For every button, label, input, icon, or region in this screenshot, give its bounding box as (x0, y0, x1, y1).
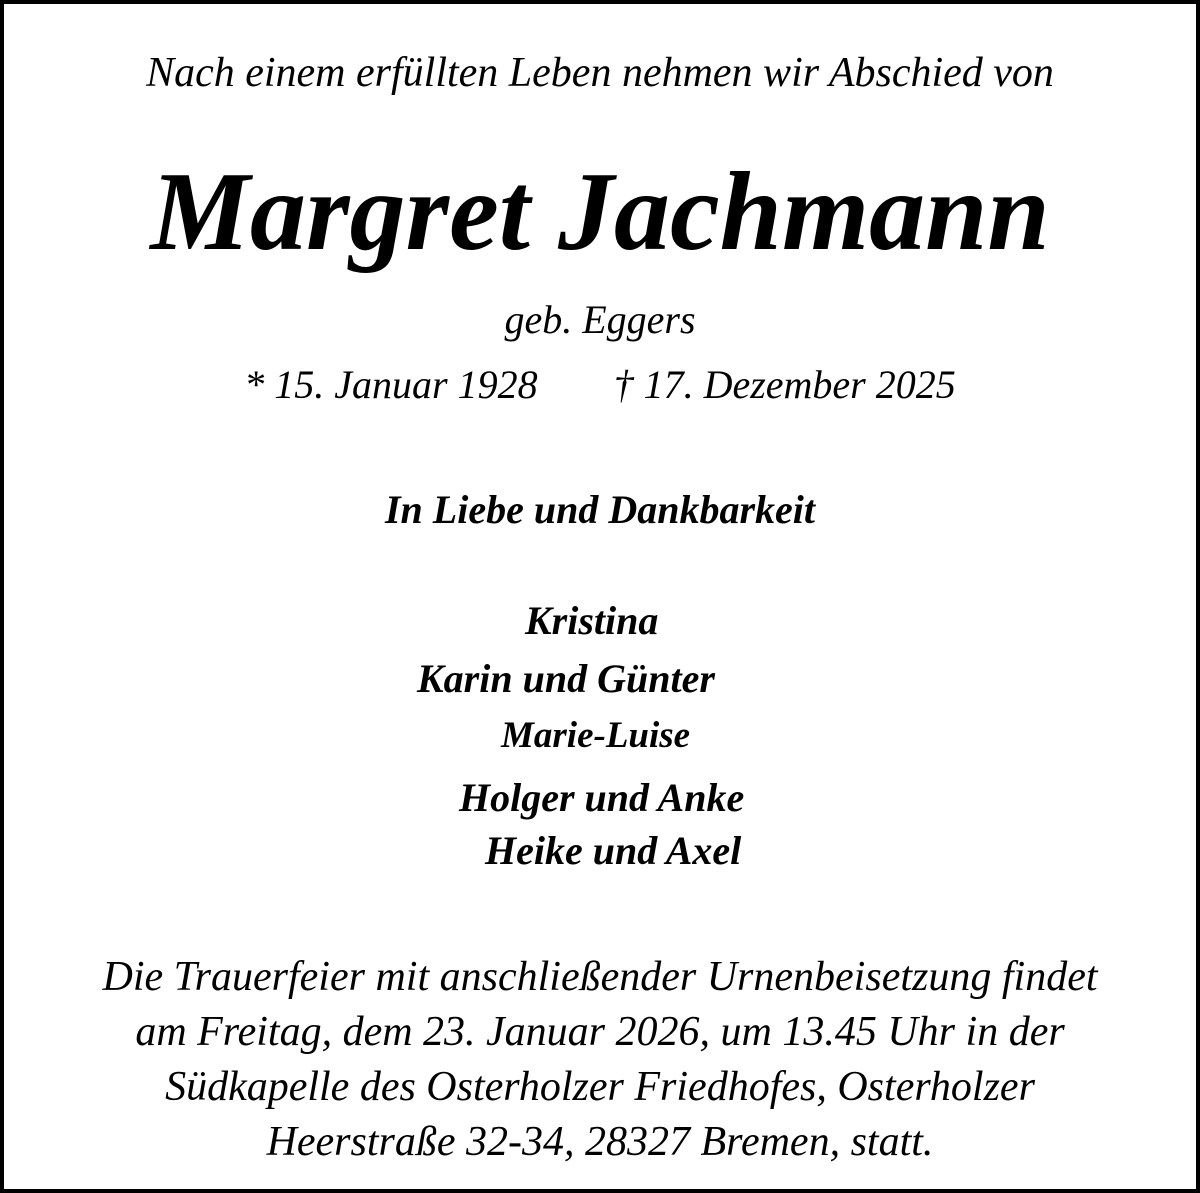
deceased-name: Margret Jachmann (150, 150, 1050, 274)
intro-text: Nach einem erfüllten Leben nehmen wir Abschied von (146, 50, 1054, 96)
service-details (4, 950, 1196, 1170)
service-line: am Freitag, dem 23. Januar 2026, um 13.45 Uhr in der (135, 1009, 1065, 1055)
mourner-name: Holger und Anke (459, 775, 745, 820)
maiden-name: geb. Eggers (504, 297, 696, 342)
mourner-name: Kristina (525, 598, 659, 643)
mourner-name: Karin und Günter (417, 656, 715, 701)
birth-date: * 15. Januar 1928 (244, 362, 538, 407)
dedication-line: In Liebe und Dankbarkeit (384, 487, 816, 532)
life-dates (4, 362, 1196, 407)
service-line: Südkapelle des Osterholzer Friedhofes, Osterholzer (165, 1064, 1035, 1110)
mourner-name: Marie-Luise (501, 715, 691, 756)
death-date: † 17. Dezember 2025 (613, 362, 956, 407)
service-line: Die Trauerfeier mit anschließender Urnenbeisetzung findet (102, 954, 1098, 1000)
service-line: Heerstraße 32-34, 28327 Bremen, statt. (266, 1119, 934, 1165)
mourner-name: Heike und Axel (485, 828, 742, 873)
